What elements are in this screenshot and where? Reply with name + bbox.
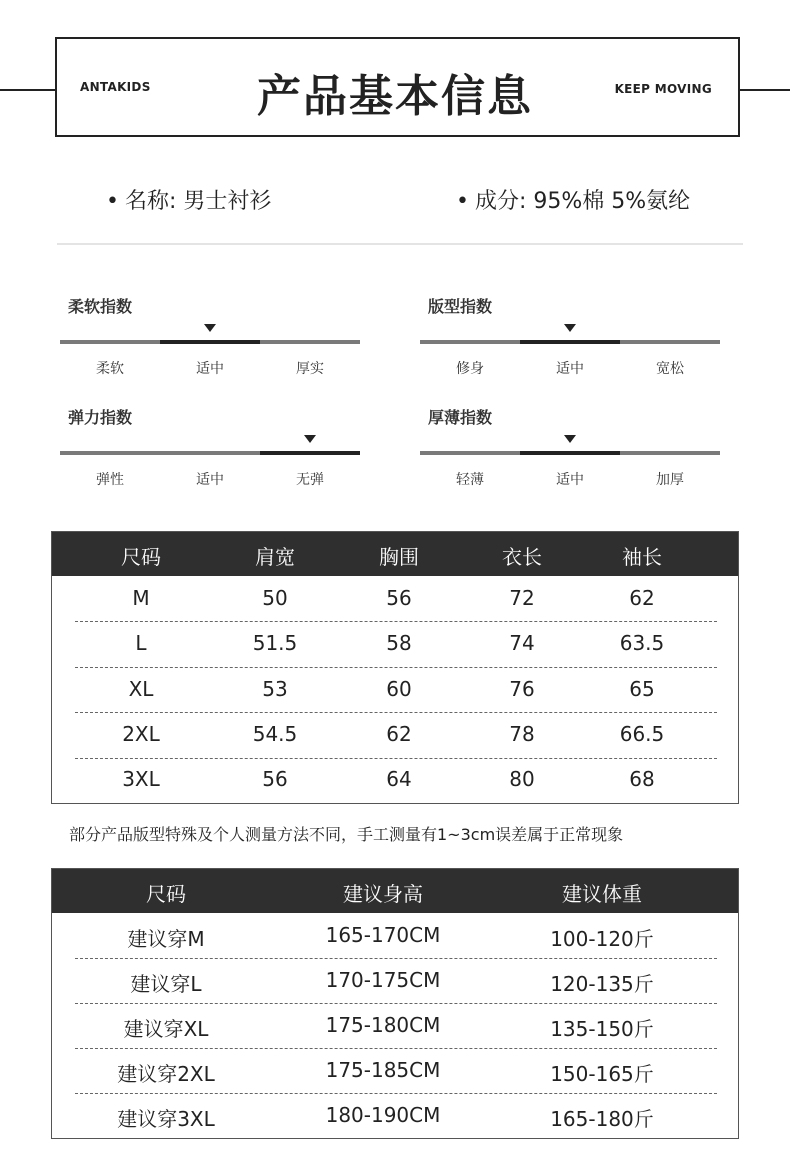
bullet: • <box>456 189 469 214</box>
measurement-note: 部分产品版型特殊及个人测量方法不同，手工测量有1~3cm误差属于正常现象 <box>69 825 624 844</box>
table-cell: 175-180CM <box>325 1012 441 1037</box>
table-cell: 62 <box>629 585 655 610</box>
index-label: 无弹 <box>296 472 324 488</box>
table-cell: 53 <box>262 676 288 701</box>
size-table <box>51 531 739 804</box>
table-cell: 80 <box>509 767 535 792</box>
product-name <box>106 184 271 215</box>
table-cell: 170-175CM <box>325 967 441 992</box>
row-divider <box>75 1003 717 1004</box>
index-bar-segment <box>620 451 720 455</box>
section-divider <box>57 243 743 245</box>
table-cell: 180-190CM <box>325 1102 441 1127</box>
index-title: 柔软指数 <box>68 297 133 316</box>
table-cell: 100-120斤 <box>550 926 654 951</box>
index-bar-segment <box>260 340 360 344</box>
index-label: 适中 <box>196 472 224 488</box>
index-block <box>60 294 360 394</box>
product-composition-text: 成分: 95%棉 5%氨纶 <box>474 189 691 214</box>
index-bar-segment <box>160 340 260 344</box>
product-name-text: 名称: 男士衬衫 <box>124 189 272 214</box>
table-cell: 78 <box>509 721 535 746</box>
index-label: 适中 <box>196 361 224 377</box>
index-title: 版型指数 <box>428 297 493 316</box>
table-cell: 76 <box>509 676 535 701</box>
brand-right: KEEP MOVING <box>614 82 712 96</box>
index-label: 轻薄 <box>456 472 484 488</box>
table-cell: 135-150斤 <box>550 1016 654 1041</box>
index-bar-segment <box>420 340 520 344</box>
index-pointer-icon <box>304 435 316 443</box>
table-cell: 2XL <box>122 721 160 746</box>
table-cell: 62 <box>386 721 412 746</box>
table-cell: 120-135斤 <box>550 971 654 996</box>
table-cell: 56 <box>386 585 412 610</box>
brand-left: ANTAKIDS <box>80 80 151 94</box>
index-label: 加厚 <box>656 472 684 488</box>
bullet: • <box>106 189 119 214</box>
index-bar-segment <box>260 451 360 455</box>
index-label: 适中 <box>556 472 584 488</box>
index-label: 弹性 <box>96 472 124 488</box>
page-title: 产品基本信息 <box>257 71 533 122</box>
table-cell: 68 <box>629 767 655 792</box>
table-cell: 165-180斤 <box>550 1106 654 1131</box>
size_table-header-cell: 衣长 <box>502 545 542 569</box>
row-divider <box>75 758 717 759</box>
index-bar-segment <box>60 340 160 344</box>
index-bar-segment <box>620 340 720 344</box>
index-block <box>420 405 720 505</box>
row-divider <box>75 667 717 668</box>
index-label: 宽松 <box>656 361 684 377</box>
row-divider <box>75 1048 717 1049</box>
recommend-table <box>51 868 739 1139</box>
table-cell: 175-185CM <box>325 1057 441 1082</box>
index-title: 厚薄指数 <box>428 408 493 427</box>
index-block <box>420 294 720 394</box>
index-label: 适中 <box>556 361 584 377</box>
table-cell: L <box>135 631 147 656</box>
size_table-header-cell: 尺码 <box>121 545 161 569</box>
table-cell: 72 <box>509 585 535 610</box>
index-pointer-icon <box>204 324 216 332</box>
table-cell: 建议穿2XL <box>117 1061 215 1086</box>
index-pointer-icon <box>564 324 576 332</box>
table-cell: 65 <box>629 676 655 701</box>
table-cell: 63.5 <box>619 631 665 656</box>
size_table-header-cell: 肩宽 <box>255 545 295 569</box>
table-cell: XL <box>128 676 154 701</box>
recommend_table-header-cell: 建议身高 <box>343 882 423 906</box>
index-label: 厚实 <box>296 361 324 377</box>
table-cell: 64 <box>386 767 412 792</box>
table-cell: 建议穿XL <box>123 1016 209 1041</box>
table-cell: 建议穿3XL <box>117 1106 215 1131</box>
index-block <box>60 405 360 505</box>
table-cell: 165-170CM <box>325 922 441 947</box>
index-bar-segment <box>520 451 620 455</box>
table-cell: 3XL <box>122 767 160 792</box>
index-bar-segment <box>420 451 520 455</box>
table-cell: M <box>132 585 150 610</box>
table-cell: 建议穿M <box>127 926 205 951</box>
table-cell: 60 <box>386 676 412 701</box>
row-divider <box>75 621 717 622</box>
index-label: 柔软 <box>96 361 124 377</box>
size_table-header-cell: 胸围 <box>379 545 419 569</box>
table-cell: 建议穿L <box>130 971 202 996</box>
table-cell: 54.5 <box>252 721 298 746</box>
table-cell: 66.5 <box>619 721 665 746</box>
product-composition <box>456 184 690 215</box>
row-divider <box>75 958 717 959</box>
recommend_table-header-cell: 建议体重 <box>562 882 642 906</box>
row-divider <box>75 712 717 713</box>
table-cell: 74 <box>509 631 535 656</box>
index-pointer-icon <box>564 435 576 443</box>
index-title: 弹力指数 <box>68 408 133 427</box>
table-cell: 51.5 <box>252 631 298 656</box>
table-cell: 56 <box>262 767 288 792</box>
table-cell: 150-165斤 <box>550 1061 654 1086</box>
table-cell: 50 <box>262 585 288 610</box>
recommend_table-header-cell: 尺码 <box>146 882 186 906</box>
index-bar-segment <box>520 340 620 344</box>
index-label: 修身 <box>456 361 484 377</box>
index-bar-segment <box>60 451 160 455</box>
table-cell: 58 <box>386 631 412 656</box>
index-bar-segment <box>160 451 260 455</box>
size_table-header-cell: 袖长 <box>622 545 662 569</box>
row-divider <box>75 1093 717 1094</box>
